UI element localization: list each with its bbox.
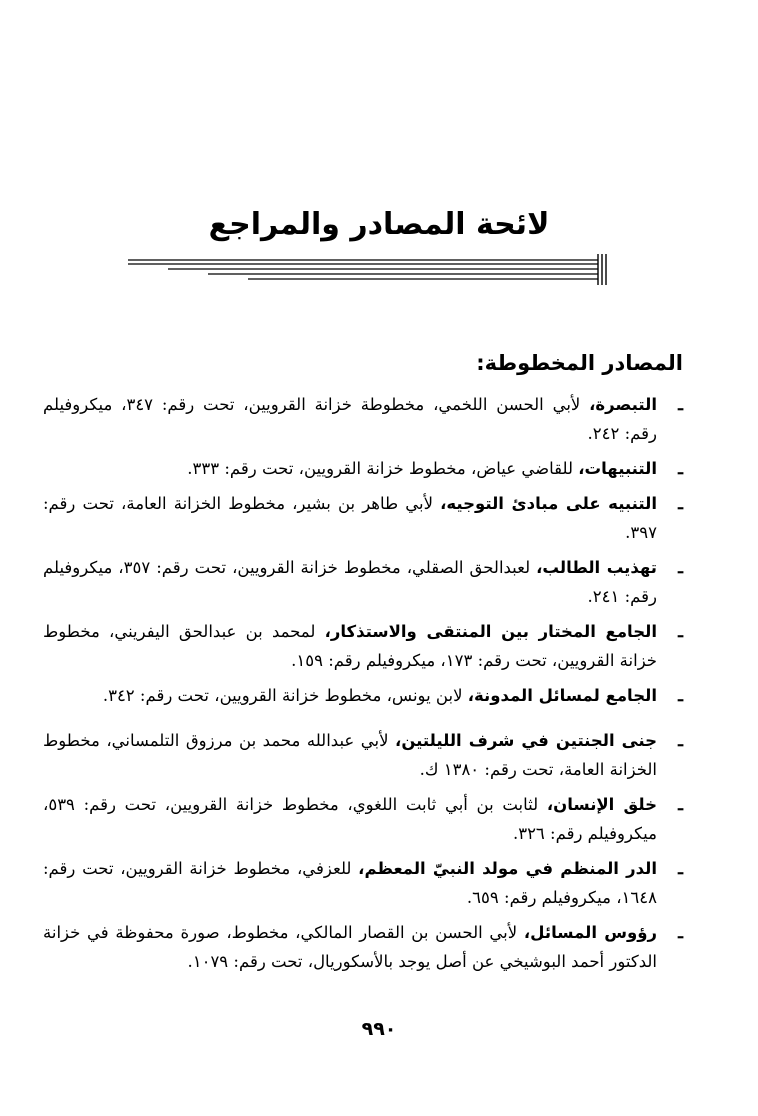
entry-details: لأبي الحسن اللخمي، مخطوطة خزانة القرويين، تحت رقم: ٣٤٧، ميكروفيلم رقم: ٢٤٢.: [43, 395, 657, 443]
page-number: ٩٩٠: [361, 1018, 397, 1040]
bibliography-entry: [43, 681, 683, 710]
entry-title: جنى الجنتين في شرف الليلتين،: [395, 731, 657, 750]
entry-title: الدر المنظم في مولد النبيّ المعظم،: [358, 859, 658, 878]
entry-dash: ـ: [678, 459, 683, 478]
entry-dash: ـ: [678, 622, 683, 641]
entry-title: تهذيب الطالب،: [536, 558, 657, 577]
entry-title: التنبيه على مبادئ التوجيه،: [440, 494, 657, 513]
entry-dash: ـ: [678, 731, 683, 750]
entry-details: لأبي الحسن بن القصار المالكي، مخطوط، صورة محفوظة في خزانة الدكتور أحمد البوشيخي عن أصل يوجد بالأسكوريال، تحت رقم: ١٠٧٩.: [43, 923, 657, 971]
bibliography-entry: [43, 390, 683, 448]
entry-dash: ـ: [678, 686, 683, 705]
bibliography-entry: [43, 553, 683, 611]
bibliography-list: [43, 390, 683, 982]
entry-details: لمحمد بن عبدالحق اليفريني، مخطوط خزانة القرويين، تحت رقم: ١٧٣، ميكروفيلم رقم: ١٥٩.: [43, 622, 657, 670]
bibliography-entry: [43, 918, 683, 976]
entry-details: للعزفي، مخطوط خزانة القرويين، تحت رقم: ١٦٤٨، ميكروفيلم رقم: ٦٥٩.: [43, 859, 657, 907]
entry-details: لأبي طاهر بن بشير، مخطوط الخزانة العامة، تحت رقم: ٣٩٧.: [43, 494, 657, 542]
entry-details: لابن يونس، مخطوط خزانة القرويين، تحت رقم: ٣٤٢.: [102, 686, 468, 705]
title-ornament: [128, 250, 610, 290]
entry-details: لثابت بن أبي ثابت اللغوي، مخطوط خزانة القرويين، تحت رقم: ٥٣٩، ميكروفيلم رقم: ٣٢٦.: [43, 795, 657, 843]
bibliography-entry: [43, 854, 683, 912]
entry-title: خلق الإنسان،: [546, 795, 658, 814]
bibliography-entry: [43, 617, 683, 675]
entry-dash: ـ: [678, 395, 683, 414]
entry-details: لعبدالحق الصقلي، مخطوط خزانة القرويين، تحت رقم: ٣٥٧، ميكروفيلم رقم: ٢٤١.: [43, 558, 657, 606]
entry-dash: ـ: [678, 859, 683, 878]
entry-dash: ـ: [678, 923, 683, 942]
bibliography-entry: [43, 790, 683, 848]
bibliography-entry: [43, 454, 683, 483]
entry-title: التبصرة،: [589, 395, 657, 414]
section-heading: المصادر المخطوطة:: [476, 351, 683, 375]
page-title: لائحة المصادر والمراجع: [208, 207, 550, 242]
entry-title: رؤوس المسائل،: [523, 923, 657, 942]
entry-dash: ـ: [678, 494, 683, 513]
bibliography-entry: [43, 726, 683, 784]
entry-dash: ـ: [678, 795, 683, 814]
entry-title: الجامع المختار بين المنتقى والاستذكار،: [324, 622, 657, 641]
entry-details: لأبي عبدالله محمد بن مرزوق التلمساني، مخطوط الخزانة العامة، تحت رقم: ١٣٨٠ ك.: [43, 731, 657, 779]
entry-title: التنبيهات،: [578, 459, 657, 478]
entry-dash: ـ: [678, 558, 683, 577]
entry-details: للقاضي عياض، مخطوط خزانة القرويين، تحت رقم: ٣٣٣.: [187, 459, 579, 478]
bibliography-entry: [43, 489, 683, 547]
entry-title: الجامع لمسائل المدونة،: [467, 686, 657, 705]
